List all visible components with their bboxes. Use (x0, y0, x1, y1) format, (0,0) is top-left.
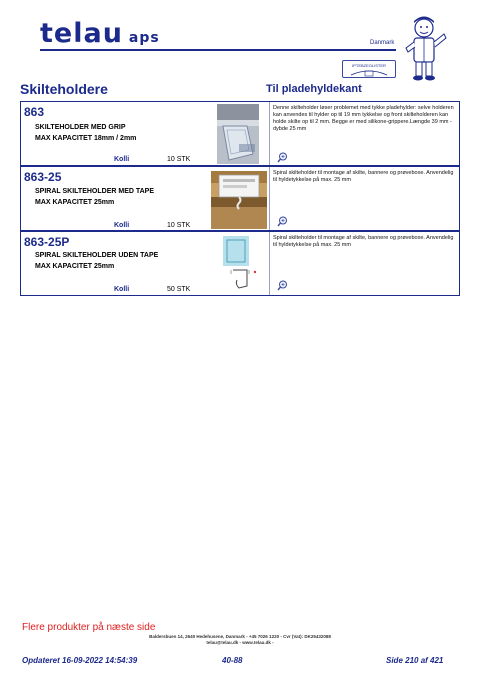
product-capacity: MAX KAPACITET 18mm / 2mm (35, 135, 137, 142)
section-title: Skilteholdere (20, 81, 108, 97)
section-subtitle: Til pladehyldekant (266, 83, 362, 95)
badge-text: IPTEBZEOLISTER (352, 63, 386, 68)
kolli-value: 10 STK (167, 156, 191, 163)
product-description: Spiral skilteholder til montage af skilte, bannere og prøveboxe. Anvendelig til hyldetykkelse på max. 25 mm (273, 170, 454, 183)
magnifier-icon[interactable] (277, 152, 288, 163)
magnifier-icon[interactable] (277, 280, 288, 291)
company-contact: telau@telau.dk - www.telau.dk - (206, 640, 274, 645)
sign-holder-grip-photo-icon (217, 104, 259, 164)
brand-logo (40, 18, 160, 49)
country-label: Danmark (370, 40, 395, 46)
product-description: Denne skilteholder løser problemet med tykke pladehylder: selve holderen kan anvendes til hylder op til 19 mm tykkelse og front skilteholderen kan holde skilte op til 2 mm. Begge er med silikone-grippere.Længde 39 mm - dybde 25 mm (273, 105, 454, 132)
column-divider (269, 167, 270, 230)
kolli-value: 10 STK (167, 222, 191, 229)
column-divider (269, 232, 270, 295)
product-code: 863 (24, 105, 45, 119)
product-name: SPIRAL SKILTEHOLDER MED TAPE (35, 188, 155, 195)
kolli-label: Kolli (114, 222, 130, 229)
product-code: 863-25 (24, 170, 62, 184)
header-divider (40, 49, 396, 51)
product-name: SKILTEHOLDER MED GRIP (35, 124, 126, 131)
kolli-value: 50 STK (167, 286, 191, 293)
spiral-holder-shelf-photo-icon (211, 171, 267, 229)
product-name: SPIRAL SKILTEHOLDER UDEN TAPE (35, 252, 159, 259)
product-description: Spiral skilteholder til montage af skilte, bannere og prøveboxe. Anvendelig til hyldetykkelse på max. 25 mm (273, 235, 454, 248)
brand-name: telau (40, 18, 123, 49)
spiral-holder-drawing-icon (219, 234, 263, 294)
badge-emblem-icon (349, 68, 389, 77)
product-capacity: MAX KAPACITET 25mm (35, 263, 115, 270)
certification-badge (342, 60, 396, 78)
page-number: Side 210 af 421 (386, 656, 444, 665)
product-row (20, 231, 460, 296)
product-row (20, 166, 460, 231)
updated-timestamp: Opdateret 16-09-2022 14:54:39 (22, 656, 138, 665)
product-row (20, 101, 460, 166)
more-products-link[interactable]: Flere produkter på næste side (22, 622, 156, 633)
section-pages: 40-88 (222, 656, 243, 665)
mascot-icon (404, 14, 448, 82)
kolli-label: Kolli (114, 156, 130, 163)
magnifier-icon[interactable] (277, 216, 288, 227)
column-divider (269, 102, 270, 165)
brand-suffix: aps (128, 30, 160, 46)
product-capacity: MAX KAPACITET 25mm (35, 199, 115, 206)
kolli-label: Kolli (114, 286, 130, 293)
product-code: 863-25P (24, 235, 70, 249)
company-address: Baldersbuen 14, 2640 Hedehusene, Danmark - +45 7026 1220 - Cvr (Vat): DK25432088 (149, 634, 331, 639)
